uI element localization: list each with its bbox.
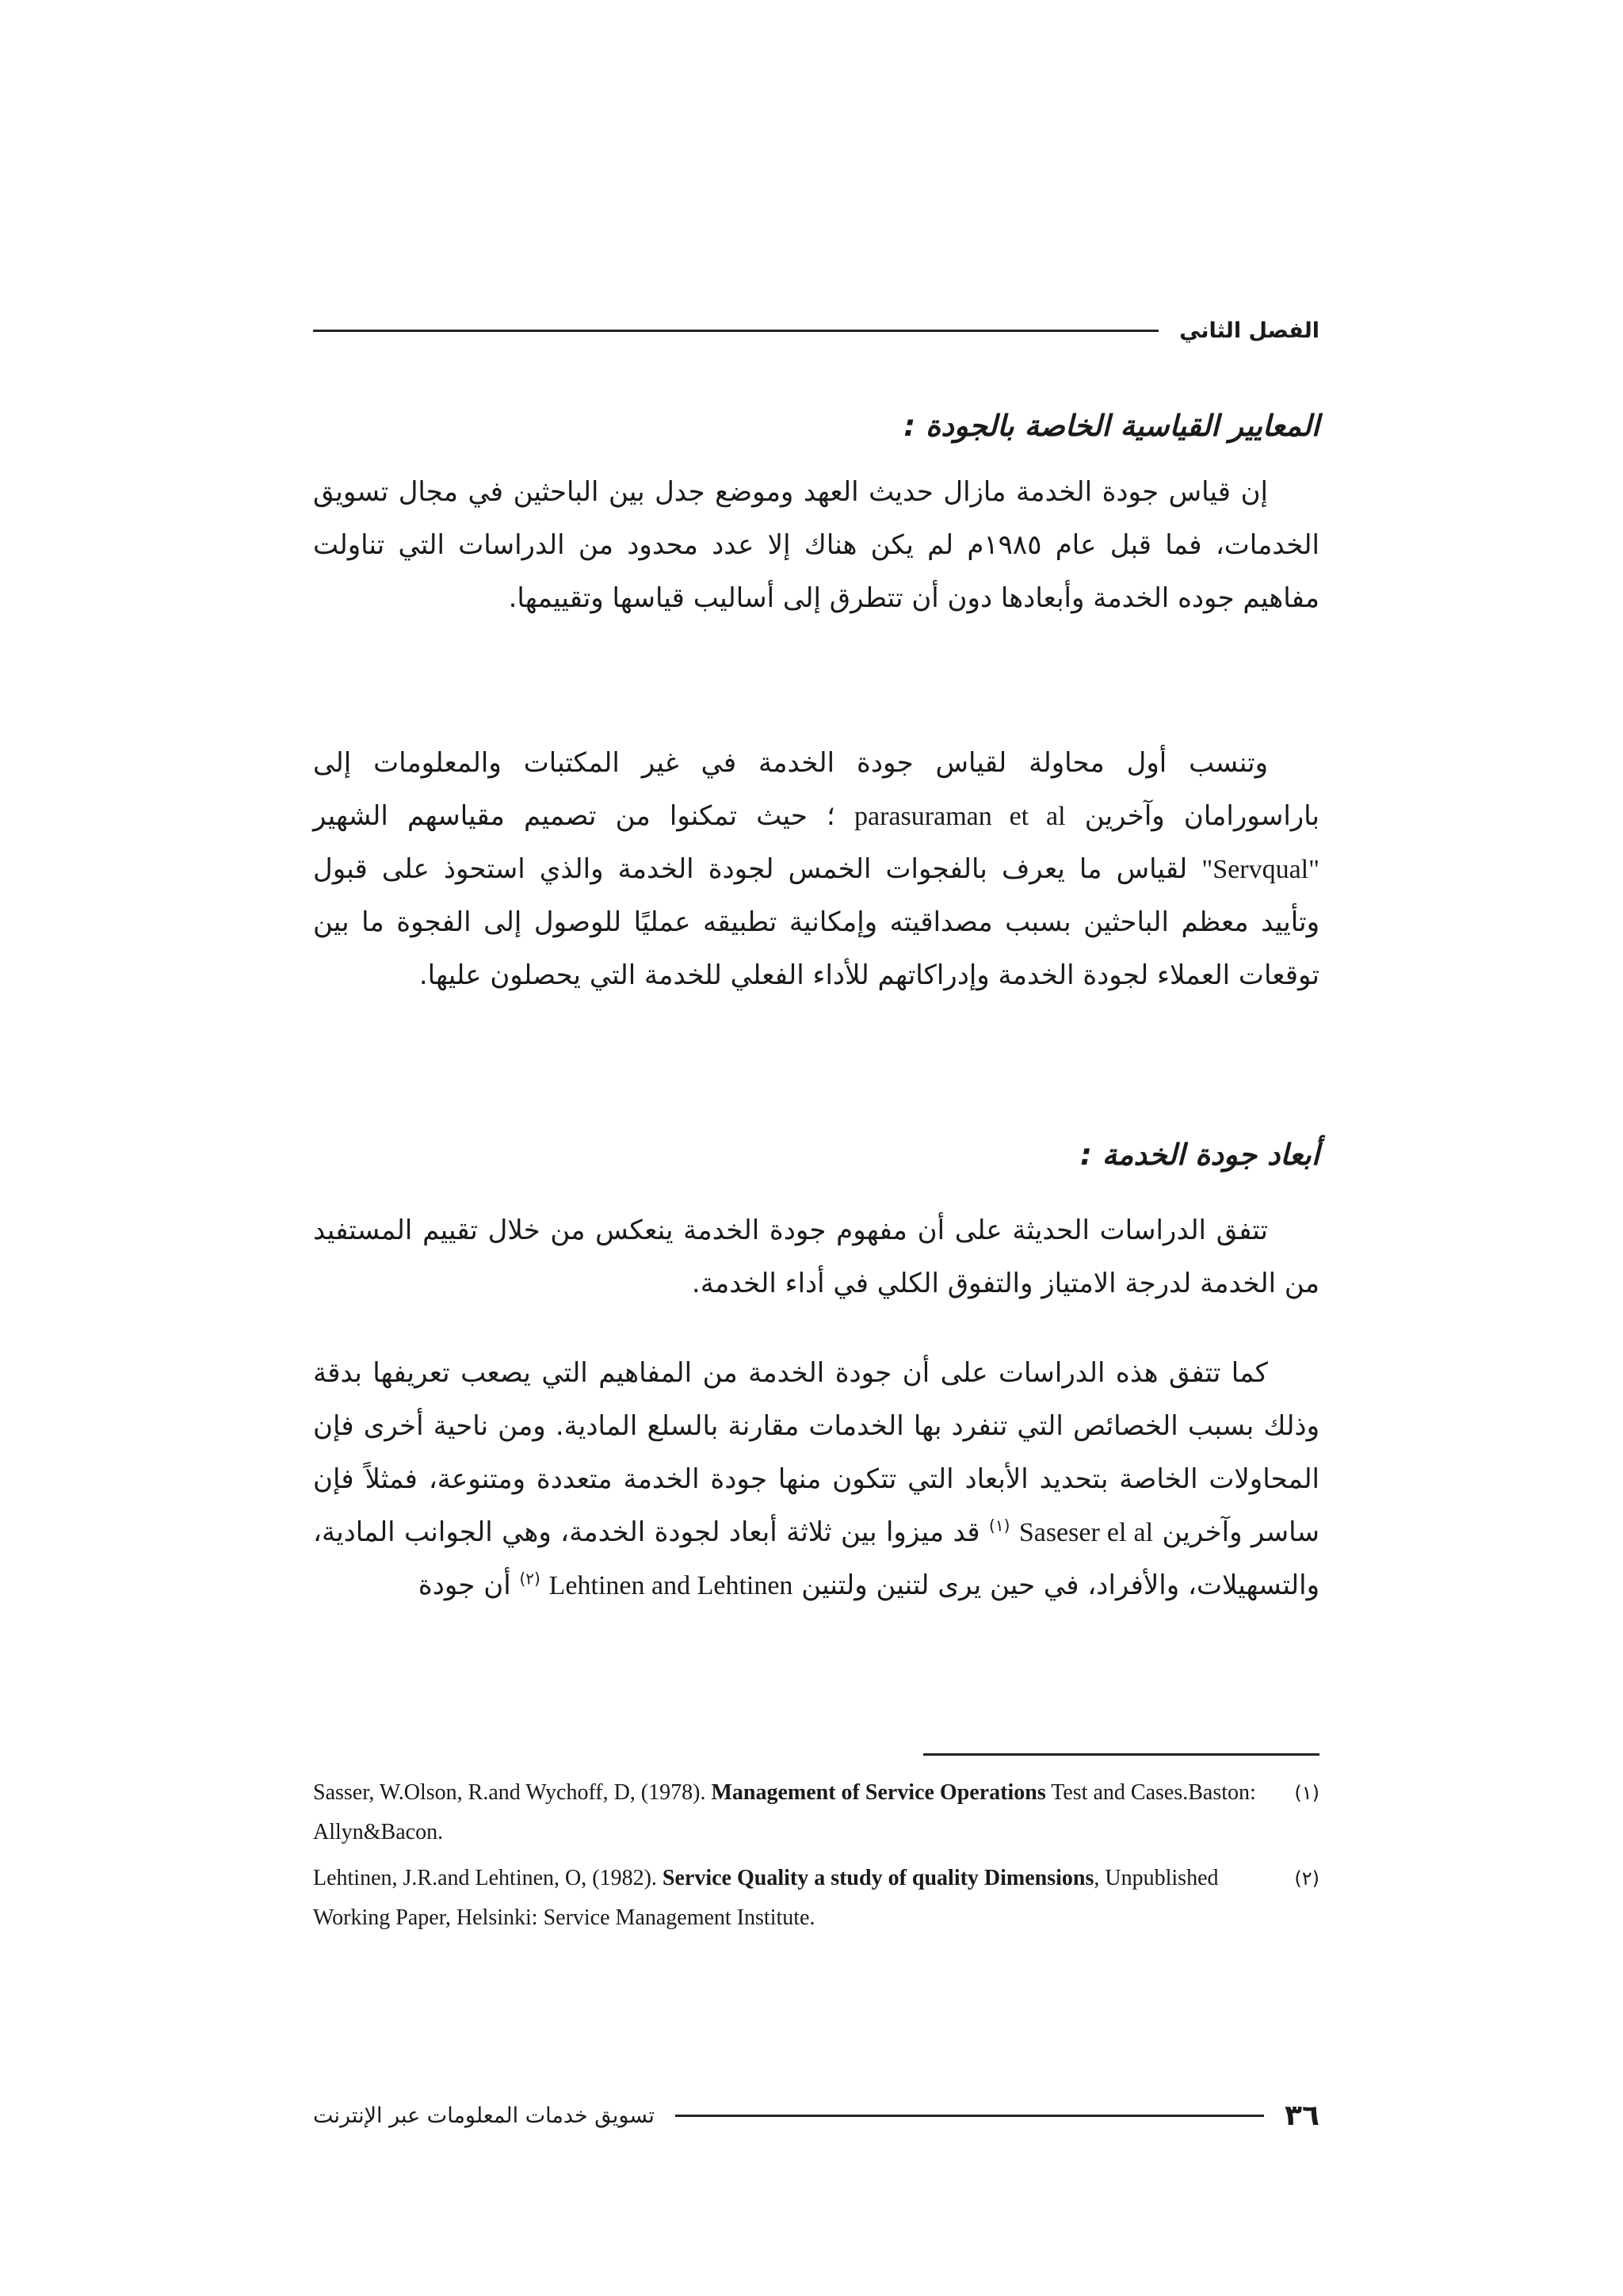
page-footer	[313, 2088, 1319, 2143]
paragraph-4	[313, 1347, 1319, 1612]
footnote-ref-2[interactable]: (٢)	[519, 1569, 540, 1589]
footnote-1-text	[313, 1773, 1319, 1852]
footnote-2-number: (٢)	[1294, 1867, 1319, 1890]
paragraph-1: إن قياس جودة الخدمة مازال حديث العهد وموضع جدل بين الباحثين في مجال تسويق الخدمات، فما قبل عام ١٩٨٥م لم يكن هناك إلا عدد محدود من الدراسات التي تناولت مفاهيم جوده الخدمة وأبعادها دون أن تتطرق إلى أساليب قياسها وتقييمها.	[313, 476, 1319, 614]
footnote-2-text	[313, 1859, 1319, 1938]
footnote-1	[313, 1773, 1319, 1852]
paragraph-2-latin-2: "Servqual"	[1201, 855, 1320, 884]
section-heading-dimensions: أبعاد جودة الخدمة :	[1080, 1138, 1319, 1172]
page-number: ٣٦	[1285, 2099, 1319, 2132]
paragraph-3: تتفق الدراسات الحديثة على أن مفهوم جودة الخدمة ينعكس من خلال تقييم المستفيد من الخدمة لدرجة الامتياز والتفوق الكلي في أداء الخدمة.	[313, 1215, 1319, 1299]
paragraph-4-latin-2: Lehtinen and Lehtinen	[548, 1571, 793, 1600]
header-rule	[313, 330, 1159, 332]
paragraph-2-text-b: ؛ حيث تمكنوا من تصميم مقياسهم الشهير	[313, 800, 835, 832]
paragraph-2-text-a: وتنسب أول محاولة لقياس جودة الخدمة في غير المكتبات والمعلومات إلى باراسورامان وآخرين	[313, 747, 1320, 832]
paragraph-2	[313, 737, 1319, 1002]
footer-rule	[675, 2115, 1264, 2117]
book-title: تسويق خدمات المعلومات عبر الإنترنت	[313, 2103, 655, 2128]
chapter-title: الفصل الثاني	[1179, 318, 1319, 343]
paragraph-4-text-a: كما تتفق هذه الدراسات على أن جودة الخدمة من المفاهيم التي يصعب تعريفها بدقة وذلك بسبب الخصائص التي تنفرد بها الخدمات مقارنة بالسلع المادية. ومن ناحية أخرى فإن المحاولات الخاصة بتحديد الأبعاد التي تتكون منها جودة الخدمة متعددة ومتنوعة، فمثلاً فإن ساسر وآخرين	[313, 1357, 1320, 1548]
footnote-2-text-b: , Unpublished Working Paper, Helsinki: Service Management Institute.	[313, 1866, 1219, 1930]
footnote-2-text-a: Lehtinen, J.R.and Lehtinen, O, (1982).	[313, 1866, 663, 1890]
paragraph-2-text-c: لقياس ما يعرف بالفجوات الخمس لجودة الخدمة والذي استحوذ على قبول وتأييد معظم الباحثين بسبب مصداقيته وإمكانية تطبيقه عمليًا للوصول إلى الفجوة ما بين توقعات العملاء لجودة الخدمة وإدراكاتهم للأداء الفعلي للخدمة التي يحصلون عليها.	[313, 853, 1319, 991]
footnote-rule	[923, 1753, 1319, 1756]
footnote-1-title: Management of Service Operations	[711, 1780, 1046, 1805]
paragraph-2-latin-1: parasuraman et al	[854, 802, 1066, 831]
footnote-ref-1[interactable]: (١)	[989, 1516, 1010, 1535]
footnote-2-title: Service Quality a study of quality Dimensions	[662, 1866, 1094, 1890]
footnote-1-text-b: Test and Cases.Baston: Allyn&Bacon.	[313, 1780, 1256, 1844]
paragraph-4-latin-1: Saseser el al	[1018, 1518, 1154, 1547]
footnote-1-text-a: Sasser, W.Olson, R.and Wychoff, D, (1978).	[313, 1780, 712, 1805]
section-heading-standards: المعايير القياسية الخاصة بالجودة :	[903, 409, 1319, 443]
footnote-2	[313, 1859, 1319, 1938]
paragraph-4-text-c: أن جودة	[418, 1569, 511, 1601]
footnote-1-number: (١)	[1294, 1782, 1319, 1804]
paragraph-4-text-b: قد ميزوا بين ثلاثة أبعاد لجودة الخدمة، وهي الجوانب المادية، والتسهيلات، والأفراد، في حين يرى لتنين ولتنين	[313, 1516, 1319, 1601]
running-header	[313, 311, 1319, 350]
